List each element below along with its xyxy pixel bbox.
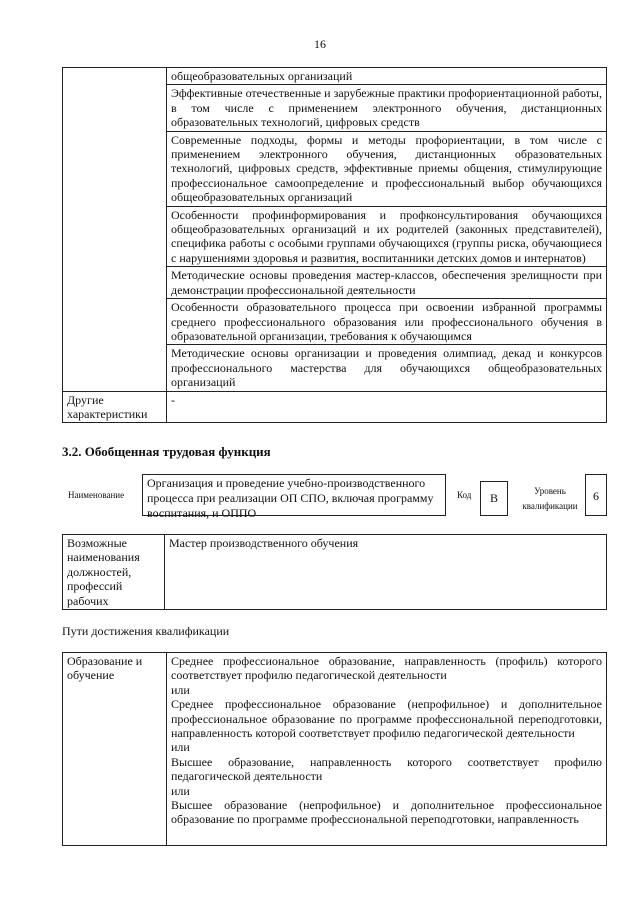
education-option: Среднее профессиональное образование, направленность (профиль) которого соответствует профилю педагогической деятельности bbox=[171, 654, 602, 683]
paths-title: Пути достижения квалификации bbox=[62, 624, 230, 638]
page-number: 16 bbox=[314, 37, 326, 51]
positions-label: Возможные наименования должностей, профессий рабочих bbox=[63, 535, 165, 610]
positions-table bbox=[62, 534, 607, 610]
education-option: Высшее образование (непрофильное) и дополнительное профессиональное образование по программе профессиональной переподготовки, направленность bbox=[171, 798, 602, 827]
or-separator: или bbox=[171, 740, 190, 755]
knowledge-item: Методические основы организации и проведения олимпиад, декад и конкурсов профессионального мастерства для обучающихся общеобразовательных организаций bbox=[167, 345, 607, 391]
table-row bbox=[63, 68, 607, 85]
knowledge-item: Современные подходы, формы и методы профориентации, в том числе с применением электронного обучения, дистанционных образовательных технологий, цифровых средств, эффективные приемы общения, стимулирующие профессиональное самоопределение и профессиональный выбор обучающихся общеобразовательных организаций bbox=[167, 131, 607, 206]
or-separator: или bbox=[171, 783, 190, 798]
table-row bbox=[63, 535, 607, 610]
knowledge-table-continuation bbox=[62, 67, 607, 423]
education-option: Высшее образование, направленность которого соответствует профилю педагогической деятельности bbox=[171, 754, 602, 784]
knowledge-item: Методические основы проведения мастер-классов, обеспечения зрелищности при демонстрации профессиональной деятельности bbox=[167, 267, 607, 299]
code-box: В bbox=[480, 481, 508, 516]
education-label: Образование и обучение bbox=[63, 653, 167, 846]
other-characteristics-label: Другие характеристики bbox=[63, 391, 167, 423]
table-row bbox=[63, 391, 607, 423]
positions-value: Мастер производственного обучения bbox=[165, 535, 607, 610]
code-label: Код bbox=[457, 490, 472, 500]
education-requirements bbox=[167, 653, 607, 846]
qualification-level-label: Уровень квалификации bbox=[522, 486, 578, 511]
function-name-box: Организация и проведение учебно-производственного процесса при реализации ОП СПО, включая программу воспитания, и ОППО bbox=[142, 474, 446, 516]
table-row bbox=[63, 653, 607, 846]
section-heading: 3.2. Обобщенная трудовая функция bbox=[62, 444, 271, 459]
qualification-level-box: 6 bbox=[585, 474, 607, 516]
knowledge-item: общеобразовательных организаций bbox=[167, 68, 607, 85]
or-separator: или bbox=[171, 682, 190, 697]
other-characteristics-value: - bbox=[167, 391, 607, 423]
empty-label-cell bbox=[63, 68, 167, 392]
education-table bbox=[62, 652, 607, 846]
education-option: Среднее профессиональное образование (непрофильное) и дополнительное профессиональное образование по программе профессиональной переподготовки, направленность которой соответствует профилю педагогической деятельности bbox=[171, 697, 602, 741]
name-label: Наименование bbox=[68, 490, 125, 500]
knowledge-item: Особенности образовательного процесса при освоении избранной программы среднего профессионального образования или профессионального обучения в образовательной организации, требования к обучающимся bbox=[167, 299, 607, 345]
knowledge-item: Эффективные отечественные и зарубежные практики профориентационной работы, в том числе с применением электронного обучения, дистанционных образовательных технологий, цифровых средств bbox=[167, 85, 607, 131]
knowledge-item: Особенности профинформирования и профконсультирования обучающихся общеобразовательных организаций и их родителей (законных представителей), специфика работы с особыми группами обучающихся (группы риска, обучающиеся с нарушениями здоровья и развития, воспитанники детских домов и интернатов) bbox=[167, 206, 607, 267]
